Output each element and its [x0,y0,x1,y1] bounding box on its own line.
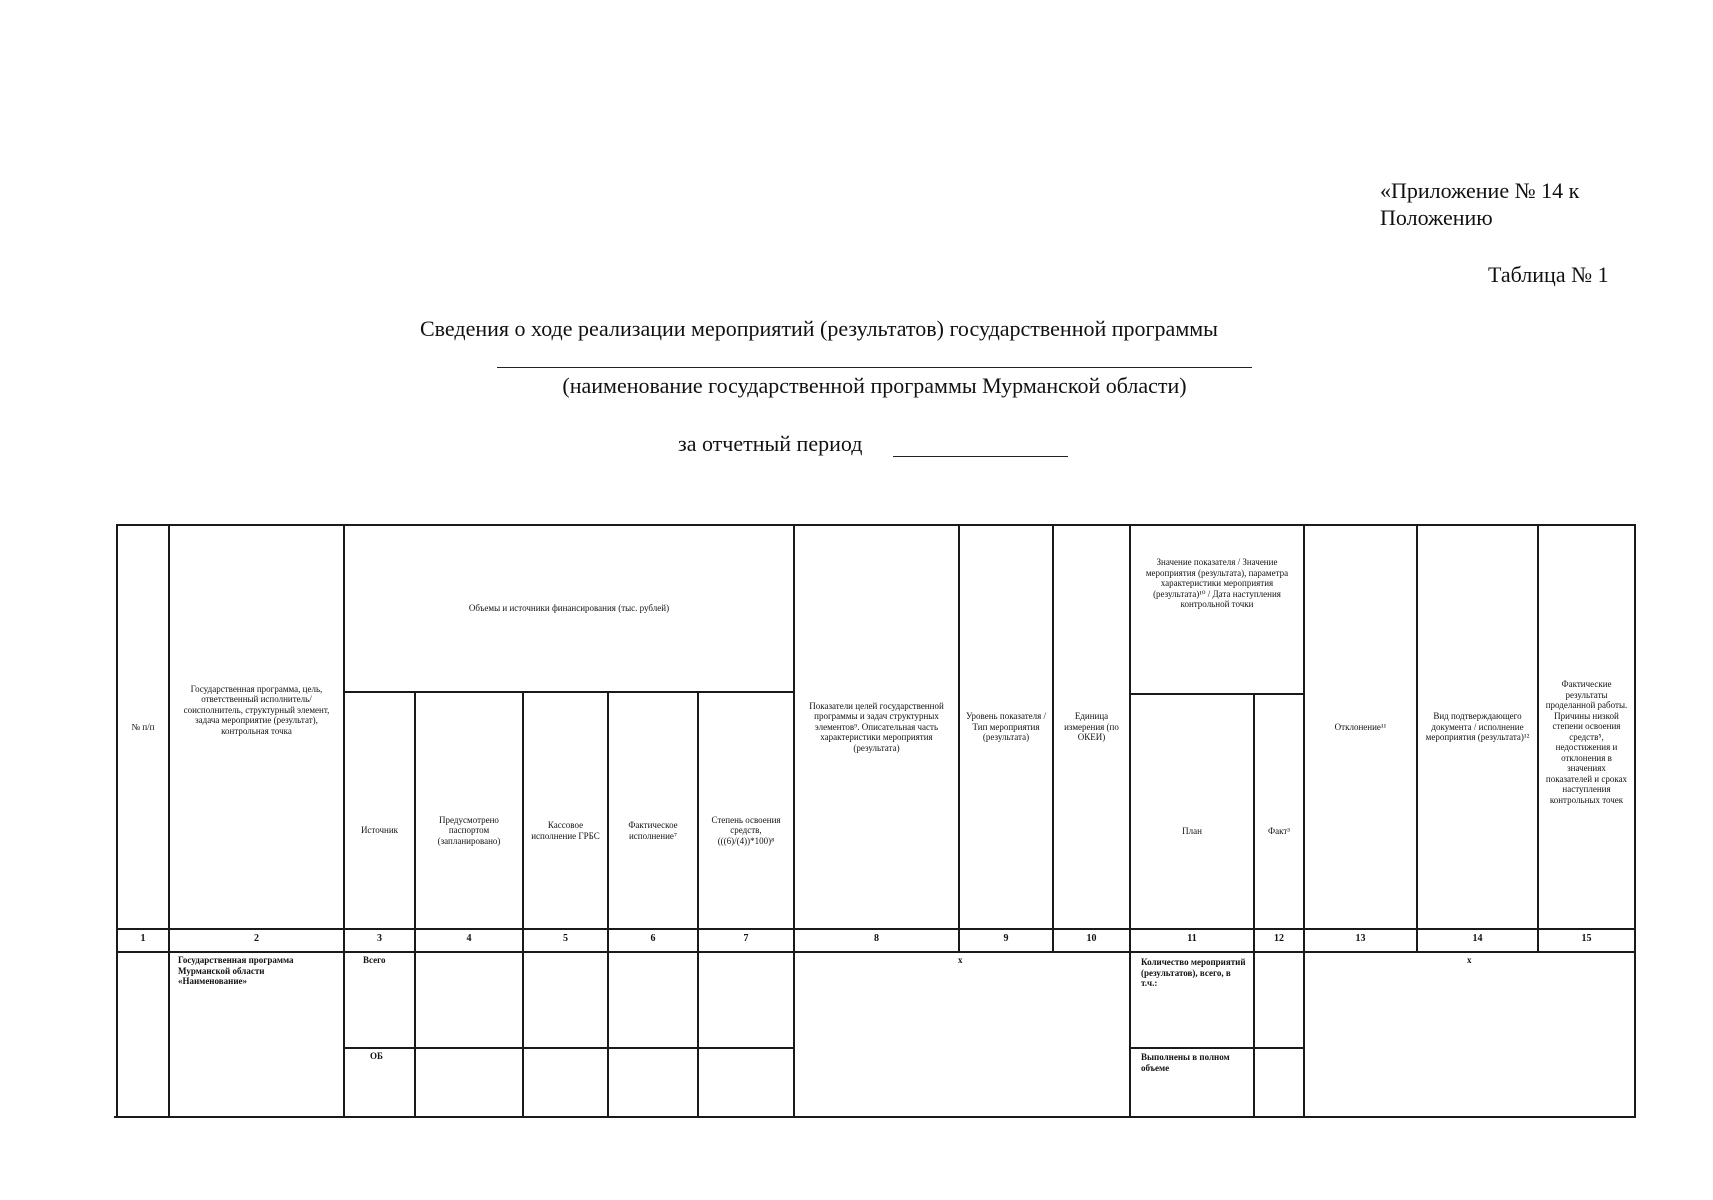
header-document: Вид подтверждающего документа / исполнение мероприятия (результата)¹² [1425,711,1530,743]
column-number: 2 [254,933,259,944]
table-right-border [1634,524,1636,1118]
program-name-caption: (наименование государственной программы Мурманской области) [562,373,1187,398]
column-number: 10 [1086,933,1097,944]
not-applicable-mark: х [1467,955,1472,965]
column-number: 9 [1003,933,1009,944]
header-program: Государственная программа, цель, ответственный исполнитель/соисполнитель, структурный элемент, задача мероприятие (результат), контрольная точка [183,683,330,736]
row-split-line-values [1130,1047,1304,1049]
count-label-cell: Количество мероприятий (результатов), всего, в т.ч.: [1141,957,1246,988]
header-planned: Предусмотрено паспортом (запланировано) [437,814,501,846]
row-split-line-finance [344,1047,795,1049]
program-name-cell: Государственная программа Мурманской области «Наименование» [178,955,294,986]
column-number: 14 [1472,933,1483,944]
column-number: 11 [1187,933,1197,944]
header-value-group: Значение показателя / Значение мероприятия (результата), параметра характеристики мероприятия (результата)¹⁰ / Дата наступления контрольной точки [1145,557,1289,610]
column-number: 5 [563,933,568,944]
header-source: Источник [360,825,399,836]
header-plan: План [1182,826,1202,837]
column-number: 1 [140,933,146,944]
header-unit: Единица измерения (по ОКЕИ) [1064,711,1119,743]
column-number: 15 [1581,933,1592,944]
header-deviation: Отклонение¹¹ [1334,721,1387,732]
table-label: Таблица № 1 [1488,262,1609,287]
period-underline [893,456,1068,457]
column-number: 7 [743,933,749,944]
column-number: 8 [874,933,879,944]
appendix-line-1: «Приложение № 14 к [1380,178,1580,203]
column-number: 3 [377,933,382,944]
done-label-cell: Выполнены в полном объеме [1141,1052,1230,1073]
header-cash: Кассовое исполнение ГРБС [531,820,600,841]
header-financing-group: Объемы и источники финансирования (тыс. рублей) [468,603,670,614]
header-level: Уровень показателя / Тип мероприятия (результата) [965,711,1047,743]
header-num: № п/п [131,721,155,732]
column-number: 13 [1355,933,1366,944]
header-indicators: Показатели целей государственной программы и задач структурных элементов⁹. Описательная часть характеристики мероприятия (результата) [809,700,944,753]
column-number: 4 [466,933,472,944]
header-actual: Фактическое исполнение⁷ [628,820,678,841]
column-number: 12 [1274,933,1284,944]
header-fact: Факт³ [1268,826,1290,837]
source-total-cell: Всего [363,955,386,965]
source-ob-cell: ОБ [370,1051,383,1061]
col-line-1 [168,524,170,1118]
document-title: Сведения о ходе реализации мероприятий (результатов) государственной программы [420,316,1218,341]
appendix-line-2: Положению [1380,205,1493,230]
program-name-underline [497,367,1252,368]
column-number: 6 [650,933,656,944]
header-degree: Степень освоения средств, (((6)/(4))*100)⁸ [711,814,781,846]
not-applicable-mark: х [958,955,963,965]
header-results: Фактические результаты проделанной работы. Причины низкой степени освоения средств⁵, недостижения и отклонения в значениях показателей и сроках наступления контрольных точек [1545,679,1628,805]
period-label: за отчетный период [678,431,863,456]
